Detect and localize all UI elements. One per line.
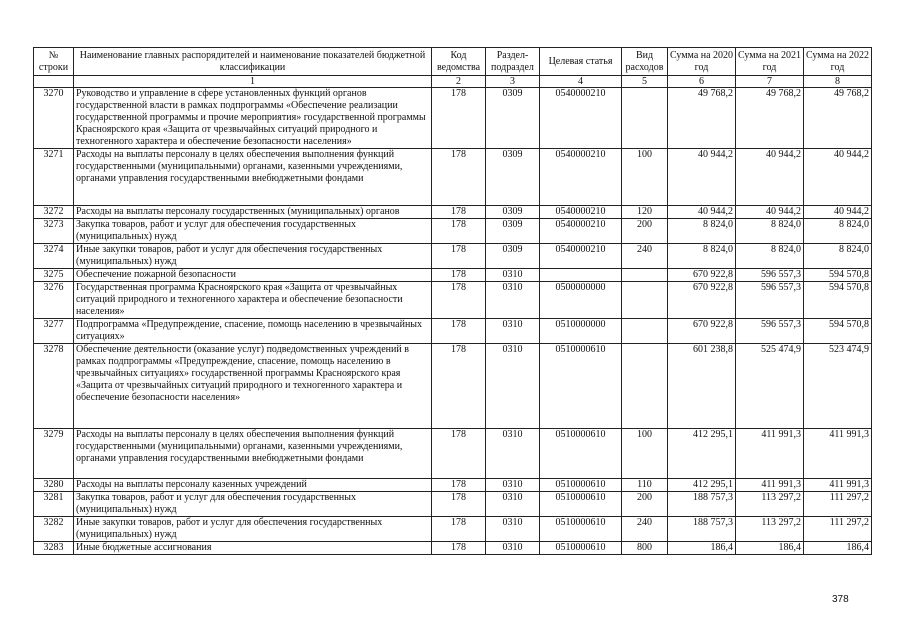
column-number: 6 bbox=[668, 76, 736, 88]
row-vid: 240 bbox=[622, 244, 668, 269]
row-name: Расходы на выплаты персоналу в целях обеспечения выполнения функций государственными (муниципальными) органами, казенными учреждениями, органами управления государственными внебюджетными фондами bbox=[74, 429, 432, 479]
row-vid: 200 bbox=[622, 492, 668, 517]
row-sum-2020: 670 922,8 bbox=[668, 319, 736, 344]
row-cel: 0540000210 bbox=[540, 149, 622, 206]
row-cel: 0510000610 bbox=[540, 479, 622, 492]
row-vid: 240 bbox=[622, 517, 668, 542]
row-sum-2022: 411 991,3 bbox=[804, 479, 872, 492]
row-sum-2022: 594 570,8 bbox=[804, 319, 872, 344]
header-cell: Сумма на 2022 год bbox=[804, 48, 872, 76]
row-cel: 0540000210 bbox=[540, 244, 622, 269]
row-number: 3280 bbox=[34, 479, 74, 492]
table-row bbox=[34, 517, 872, 542]
row-name: Руководство и управление в сфере установленных функций органов государственной власти в рамках подпрограммы «Обеспечение реализации государственной программы и прочие мероприятия» государственной программы Красноярского края «Защита от чрезвычайных ситуаций природного и техногенного характера и обеспечение безопасности населения» bbox=[74, 88, 432, 149]
column-number: 8 bbox=[804, 76, 872, 88]
row-cel: 0500000000 bbox=[540, 282, 622, 319]
table-row bbox=[34, 479, 872, 492]
row-name: Расходы на выплаты персоналу казенных учреждений bbox=[74, 479, 432, 492]
header-row bbox=[34, 48, 872, 76]
row-sum-2020: 8 824,0 bbox=[668, 244, 736, 269]
row-vid: 110 bbox=[622, 479, 668, 492]
row-sum-2021: 186,4 bbox=[736, 542, 804, 555]
column-number: 3 bbox=[486, 76, 540, 88]
row-ved: 178 bbox=[432, 429, 486, 479]
row-ved: 178 bbox=[432, 517, 486, 542]
table-row bbox=[34, 542, 872, 555]
row-sum-2020: 601 238,8 bbox=[668, 344, 736, 429]
row-sum-2021: 525 474,9 bbox=[736, 344, 804, 429]
row-sum-2021: 8 824,0 bbox=[736, 219, 804, 244]
row-number: 3274 bbox=[34, 244, 74, 269]
row-name: Иные закупки товаров, работ и услуг для обеспечения государственных (муниципальных) нужд bbox=[74, 244, 432, 269]
header-cell: № строки bbox=[34, 48, 74, 76]
row-sum-2022: 40 944,2 bbox=[804, 206, 872, 219]
row-vid bbox=[622, 88, 668, 149]
row-number: 3278 bbox=[34, 344, 74, 429]
row-name: Обеспечение пожарной безопасности bbox=[74, 269, 432, 282]
row-ved: 178 bbox=[432, 542, 486, 555]
row-razdel: 0310 bbox=[486, 517, 540, 542]
row-cel bbox=[540, 269, 622, 282]
row-sum-2020: 188 757,3 bbox=[668, 492, 736, 517]
row-sum-2021: 113 297,2 bbox=[736, 492, 804, 517]
row-sum-2022: 8 824,0 bbox=[804, 244, 872, 269]
column-number bbox=[34, 76, 74, 88]
table-row bbox=[34, 244, 872, 269]
table-row bbox=[34, 149, 872, 206]
row-cel: 0510000610 bbox=[540, 492, 622, 517]
header-cell: Код ведомства bbox=[432, 48, 486, 76]
table-row bbox=[34, 344, 872, 429]
row-name: Закупка товаров, работ и услуг для обеспечения государственных (муниципальных) нужд bbox=[74, 219, 432, 244]
row-name: Расходы на выплаты персоналу в целях обеспечения выполнения функций государственными (муниципальными) органами, казенными учреждениями, органами управления государственными внебюджетными фондами bbox=[74, 149, 432, 206]
row-razdel: 0309 bbox=[486, 219, 540, 244]
table-row bbox=[34, 206, 872, 219]
row-sum-2022: 111 297,2 bbox=[804, 517, 872, 542]
row-ved: 178 bbox=[432, 492, 486, 517]
row-name: Иные закупки товаров, работ и услуг для обеспечения государственных (муниципальных) нужд bbox=[74, 517, 432, 542]
row-sum-2021: 596 557,3 bbox=[736, 269, 804, 282]
row-ved: 178 bbox=[432, 206, 486, 219]
row-razdel: 0310 bbox=[486, 492, 540, 517]
row-name: Иные бюджетные ассигнования bbox=[74, 542, 432, 555]
row-vid: 120 bbox=[622, 206, 668, 219]
row-sum-2021: 8 824,0 bbox=[736, 244, 804, 269]
header-cell: Раздел-подраздел bbox=[486, 48, 540, 76]
table-row bbox=[34, 282, 872, 319]
column-number: 7 bbox=[736, 76, 804, 88]
row-cel: 0510000000 bbox=[540, 319, 622, 344]
row-razdel: 0309 bbox=[486, 244, 540, 269]
row-cel: 0510000610 bbox=[540, 517, 622, 542]
row-sum-2020: 40 944,2 bbox=[668, 149, 736, 206]
row-sum-2021: 411 991,3 bbox=[736, 429, 804, 479]
table-row bbox=[34, 269, 872, 282]
row-sum-2021: 596 557,3 bbox=[736, 282, 804, 319]
column-number-row bbox=[34, 76, 872, 88]
row-sum-2021: 411 991,3 bbox=[736, 479, 804, 492]
row-razdel: 0309 bbox=[486, 88, 540, 149]
table-row bbox=[34, 492, 872, 517]
row-ved: 178 bbox=[432, 88, 486, 149]
column-number: 4 bbox=[540, 76, 622, 88]
row-sum-2021: 40 944,2 bbox=[736, 206, 804, 219]
table-body bbox=[34, 88, 872, 555]
row-razdel: 0309 bbox=[486, 149, 540, 206]
row-cel: 0510000610 bbox=[540, 542, 622, 555]
row-sum-2020: 412 295,1 bbox=[668, 479, 736, 492]
row-sum-2021: 49 768,2 bbox=[736, 88, 804, 149]
column-number: 2 bbox=[432, 76, 486, 88]
row-sum-2022: 49 768,2 bbox=[804, 88, 872, 149]
row-sum-2020: 186,4 bbox=[668, 542, 736, 555]
row-number: 3283 bbox=[34, 542, 74, 555]
budget-table bbox=[33, 47, 872, 555]
row-sum-2022: 111 297,2 bbox=[804, 492, 872, 517]
table-row bbox=[34, 429, 872, 479]
row-vid bbox=[622, 269, 668, 282]
row-name: Закупка товаров, работ и услуг для обеспечения государственных (муниципальных) нужд bbox=[74, 492, 432, 517]
row-ved: 178 bbox=[432, 282, 486, 319]
row-sum-2022: 8 824,0 bbox=[804, 219, 872, 244]
row-cel: 0540000210 bbox=[540, 88, 622, 149]
row-ved: 178 bbox=[432, 244, 486, 269]
row-ved: 178 bbox=[432, 344, 486, 429]
row-cel: 0510000610 bbox=[540, 344, 622, 429]
row-number: 3277 bbox=[34, 319, 74, 344]
row-razdel: 0310 bbox=[486, 479, 540, 492]
row-razdel: 0310 bbox=[486, 269, 540, 282]
row-razdel: 0310 bbox=[486, 542, 540, 555]
page-number: 378 bbox=[832, 594, 849, 605]
column-number: 1 bbox=[74, 76, 432, 88]
table-row bbox=[34, 88, 872, 149]
row-vid: 100 bbox=[622, 429, 668, 479]
row-sum-2021: 596 557,3 bbox=[736, 319, 804, 344]
row-sum-2022: 523 474,9 bbox=[804, 344, 872, 429]
row-razdel: 0309 bbox=[486, 206, 540, 219]
header-cell: Целевая статья bbox=[540, 48, 622, 76]
row-sum-2022: 186,4 bbox=[804, 542, 872, 555]
row-number: 3272 bbox=[34, 206, 74, 219]
row-number: 3276 bbox=[34, 282, 74, 319]
row-vid: 800 bbox=[622, 542, 668, 555]
row-razdel: 0310 bbox=[486, 429, 540, 479]
row-razdel: 0310 bbox=[486, 282, 540, 319]
row-sum-2020: 670 922,8 bbox=[668, 282, 736, 319]
row-sum-2022: 594 570,8 bbox=[804, 269, 872, 282]
row-ved: 178 bbox=[432, 479, 486, 492]
row-razdel: 0310 bbox=[486, 319, 540, 344]
row-name: Государственная программа Красноярского края «Защита от чрезвычайных ситуаций природного и техногенного характера и обеспечение безопасности населения» bbox=[74, 282, 432, 319]
header-cell: Вид расходов bbox=[622, 48, 668, 76]
row-sum-2020: 412 295,1 bbox=[668, 429, 736, 479]
row-vid bbox=[622, 282, 668, 319]
row-sum-2021: 113 297,2 bbox=[736, 517, 804, 542]
row-ved: 178 bbox=[432, 149, 486, 206]
row-name: Обеспечение деятельности (оказание услуг) подведомственных учреждений в рамках подпрограммы «Предупреждение, спасение, помощь населению в чрезвычайных ситуациях» государственной программы Красноярского края «Защита от чрезвычайных ситуаций природного и техногенного характера и обеспечение безопасности населения» bbox=[74, 344, 432, 429]
table-row bbox=[34, 219, 872, 244]
row-sum-2022: 411 991,3 bbox=[804, 429, 872, 479]
row-sum-2020: 188 757,3 bbox=[668, 517, 736, 542]
column-number: 5 bbox=[622, 76, 668, 88]
row-number: 3279 bbox=[34, 429, 74, 479]
row-sum-2020: 49 768,2 bbox=[668, 88, 736, 149]
row-ved: 178 bbox=[432, 319, 486, 344]
row-vid: 100 bbox=[622, 149, 668, 206]
row-sum-2021: 40 944,2 bbox=[736, 149, 804, 206]
row-cel: 0540000210 bbox=[540, 206, 622, 219]
row-number: 3281 bbox=[34, 492, 74, 517]
row-vid: 200 bbox=[622, 219, 668, 244]
row-cel: 0510000610 bbox=[540, 429, 622, 479]
header-cell: Сумма на 2020 год bbox=[668, 48, 736, 76]
row-vid bbox=[622, 319, 668, 344]
row-razdel: 0310 bbox=[486, 344, 540, 429]
row-number: 3271 bbox=[34, 149, 74, 206]
row-number: 3270 bbox=[34, 88, 74, 149]
row-vid bbox=[622, 344, 668, 429]
row-sum-2020: 8 824,0 bbox=[668, 219, 736, 244]
row-cel: 0540000210 bbox=[540, 219, 622, 244]
row-number: 3282 bbox=[34, 517, 74, 542]
header-cell: Сумма на 2021 год bbox=[736, 48, 804, 76]
row-name: Расходы на выплаты персоналу государственных (муниципальных) органов bbox=[74, 206, 432, 219]
row-sum-2022: 594 570,8 bbox=[804, 282, 872, 319]
row-sum-2020: 40 944,2 bbox=[668, 206, 736, 219]
row-number: 3273 bbox=[34, 219, 74, 244]
row-number: 3275 bbox=[34, 269, 74, 282]
row-ved: 178 bbox=[432, 269, 486, 282]
row-ved: 178 bbox=[432, 219, 486, 244]
row-name: Подпрограмма «Предупреждение, спасение, помощь населению в чрезвычайных ситуациях» bbox=[74, 319, 432, 344]
row-sum-2022: 40 944,2 bbox=[804, 149, 872, 206]
header-cell: Наименование главных распорядителей и наименование показателей бюджетной классификации bbox=[74, 48, 432, 76]
row-sum-2020: 670 922,8 bbox=[668, 269, 736, 282]
table-row bbox=[34, 319, 872, 344]
